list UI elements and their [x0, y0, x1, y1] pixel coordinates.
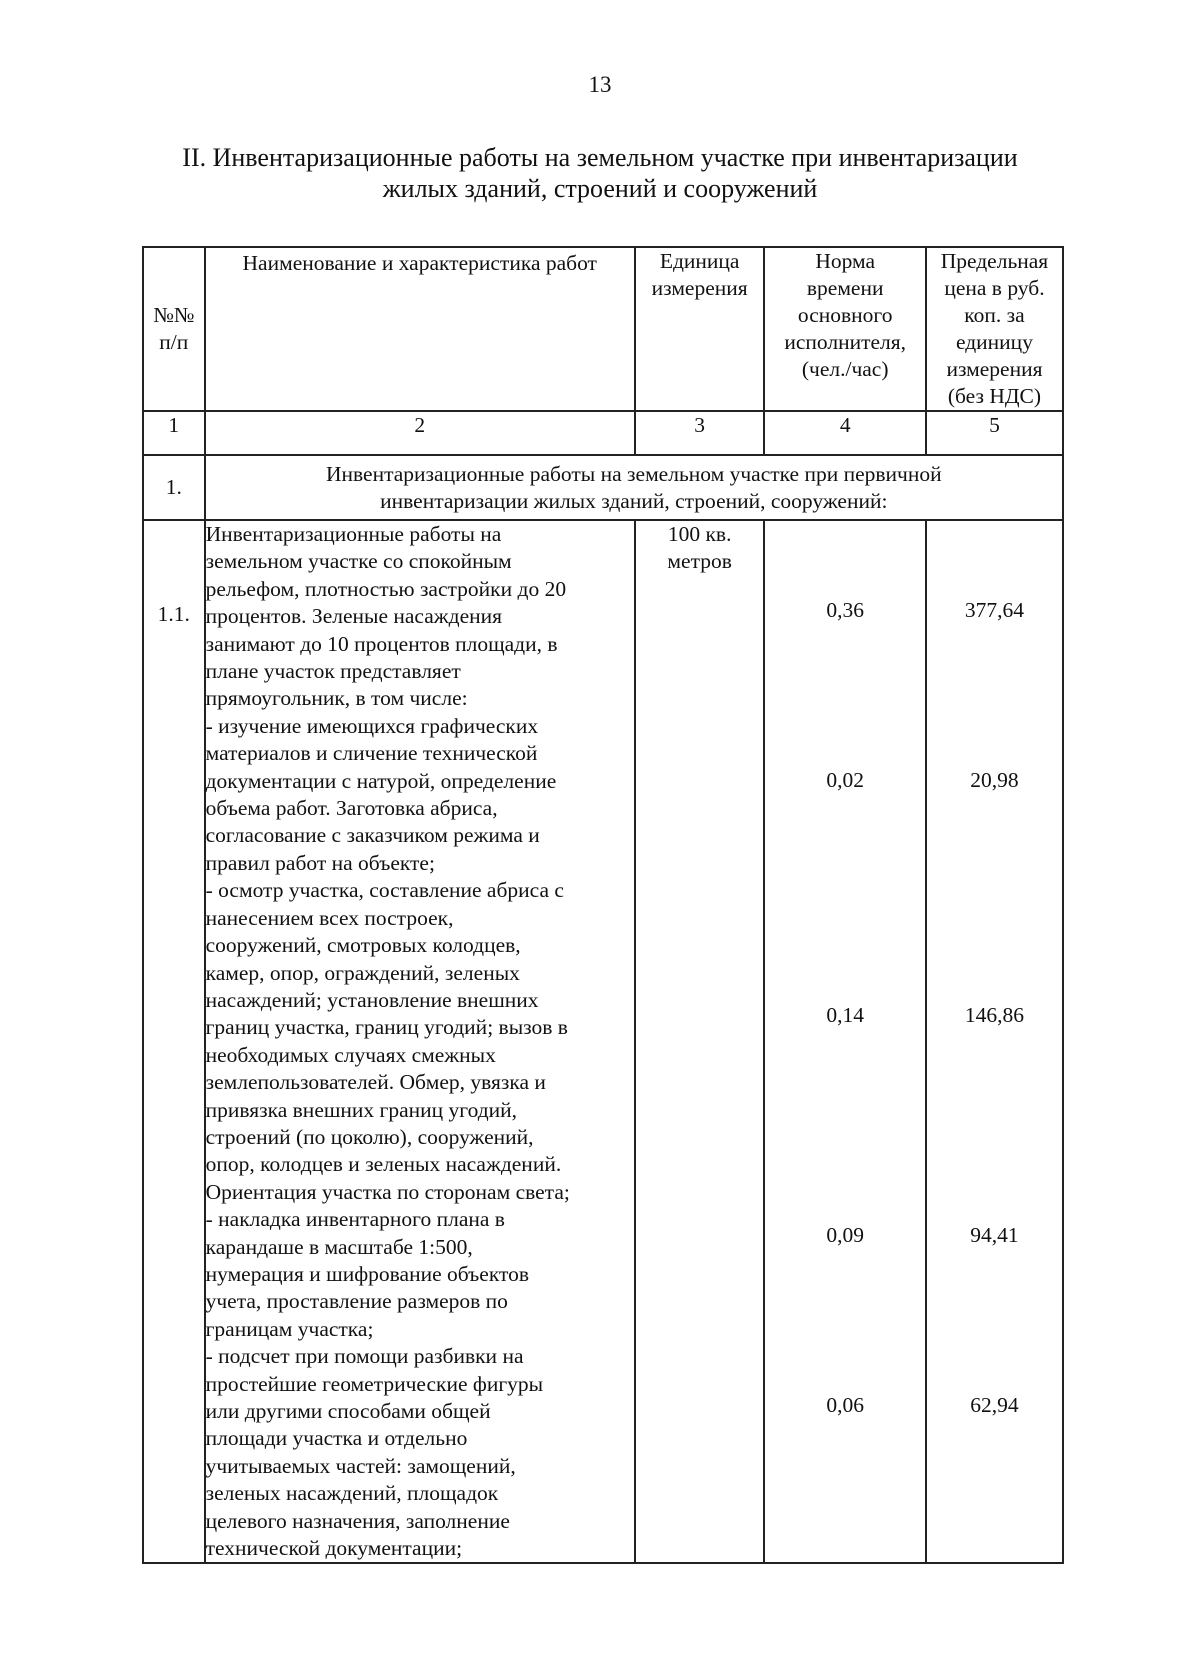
description-line: необходимых случаях смежных: [205, 1042, 496, 1067]
description-line: насаждений; установление внешних: [205, 987, 539, 1012]
description-line: прямоугольник, в том числе:: [205, 686, 468, 711]
description-line: сооружений, смотровых колодцев,: [205, 933, 521, 958]
header-price-line: Предельная: [940, 249, 1049, 273]
section-text-line-1: Инвентаризационные работы на земельном участке при первичной: [325, 462, 942, 486]
description-line: - изучение имеющихся графических: [205, 713, 539, 738]
column-number: 1: [143, 411, 205, 455]
header-unit: [635, 247, 765, 411]
description-line: нумерация и шифрование объектов: [205, 1261, 530, 1286]
description-line: нанесением всех построек,: [205, 905, 454, 930]
section-title-line-1: II. Инвентаризационные работы на земельном участке при инвентаризации: [182, 143, 1018, 172]
description-line: границ участка, границ угодий; вызов в: [205, 1015, 568, 1040]
row-num: 1.1.: [143, 520, 205, 1563]
section-text-line-2: инвентаризации жилых зданий, строений, сооружений:: [380, 489, 888, 513]
description-line: простейшие геометрические фигуры: [205, 1371, 544, 1396]
section-title-line-2: жилых зданий, строений и сооружений: [382, 174, 818, 203]
description-line: рельефом, плотностью застройки до 20: [205, 576, 567, 601]
header-norm-line: времени: [806, 276, 884, 300]
norm-value: 0,02: [826, 768, 864, 792]
header-unit-line-1: Единица: [659, 249, 740, 273]
description-line: документации с натурой, определение: [205, 768, 557, 793]
description-line: опор, колодцев и зеленых насаждений.: [205, 1152, 562, 1177]
header-num: [143, 247, 205, 411]
description-line: правил работ на объекте;: [205, 850, 435, 875]
description-line: объема работ. Заготовка абриса,: [205, 796, 498, 821]
description-line: согласование с заказчиком режима и: [205, 823, 540, 848]
row-description: [205, 520, 635, 1563]
price-value: 20,98: [970, 768, 1019, 792]
description-line: привязка внешних границ угодий,: [205, 1097, 518, 1122]
price-value: 62,94: [970, 1393, 1019, 1417]
description-line: зеленых насаждений, площадок: [205, 1481, 499, 1506]
norm-value: 0,06: [826, 1393, 864, 1417]
section-row: [143, 455, 1063, 520]
header-price-line: коп. за: [964, 303, 1025, 327]
section-num: 1.: [143, 455, 205, 520]
section-title: [120, 142, 1080, 204]
header-num-line-1: №№: [153, 303, 195, 327]
description-line: технической документации;: [205, 1536, 463, 1561]
description-line: занимают до 10 процентов площади, в: [205, 631, 558, 656]
description-line: материалов и сличение технической: [205, 741, 538, 766]
norm-value: 0,09: [826, 1223, 864, 1247]
price-value: 94,41: [970, 1223, 1019, 1247]
price-value: 146,86: [964, 1003, 1025, 1027]
row-norms: [764, 520, 925, 1563]
row-prices: [926, 520, 1063, 1563]
description-line: плане участок представляет: [205, 659, 461, 684]
description-line: процентов. Зеленые насаждения: [205, 604, 503, 629]
header-norm-line: (чел./час): [801, 357, 889, 381]
pricing-table: [142, 246, 1064, 1564]
header-price-line: единицу: [955, 330, 1033, 354]
column-number: 2: [205, 411, 635, 455]
description-line: учитываемых частей: замощений,: [205, 1453, 516, 1478]
table-row: [143, 520, 1063, 1563]
description-line: площади участка и отдельно: [205, 1426, 468, 1451]
header-norm: [764, 247, 925, 411]
column-number: 4: [764, 411, 925, 455]
description-line: карандаше в масштабе 1:500,: [205, 1234, 473, 1259]
header-norm-line: Норма: [815, 249, 876, 273]
column-number: 3: [635, 411, 765, 455]
column-number: 5: [926, 411, 1063, 455]
description-line: Ориентация участка по сторонам света;: [205, 1179, 570, 1204]
description-line: целевого назначения, заполнение: [205, 1508, 510, 1533]
header-unit-line-2: измерения: [651, 276, 748, 300]
header-norm-line: основного: [797, 303, 893, 327]
description-line: Инвентаризационные работы на: [205, 522, 502, 546]
section-text: [205, 455, 1063, 520]
header-price: [926, 247, 1063, 411]
description-line: земельном участке со спокойным: [205, 549, 512, 574]
header-row: [143, 247, 1063, 411]
description-line: землепользователей. Обмер, увязка и: [205, 1070, 546, 1095]
description-line: учета, проставление размеров по: [205, 1289, 508, 1314]
norm-value: 0,36: [826, 598, 864, 622]
description-line: - осмотр участка, составление абриса с: [205, 878, 564, 903]
description-line: камер, опор, ограждений, зеленых: [205, 960, 520, 985]
header-price-line: цена в руб.: [944, 276, 1045, 300]
column-number-row: [143, 411, 1063, 455]
header-price-line: (без НДС): [947, 384, 1042, 408]
norm-value: 0,14: [826, 1003, 864, 1027]
description-line: границам участка;: [205, 1316, 374, 1341]
row-unit-line-1: 100 кв.: [667, 522, 732, 546]
price-value: 377,64: [964, 598, 1025, 622]
description-line: - накладка инвентарного плана в: [205, 1207, 505, 1232]
header-num-line-2: п/п: [159, 330, 189, 354]
row-unit-line-2: метров: [667, 549, 732, 573]
header-name: Наименование и характеристика работ: [205, 247, 635, 411]
page-number: 13: [588, 72, 612, 97]
header-price-line: измерения: [946, 357, 1043, 381]
header-norm-line: исполнителя,: [784, 330, 907, 354]
row-unit: [635, 520, 765, 1563]
description-line: - подсчет при помощи разбивки на: [205, 1344, 524, 1369]
description-line: или другими способами общей: [205, 1399, 491, 1423]
description-line: строений (по цоколю), сооружений,: [205, 1124, 534, 1149]
